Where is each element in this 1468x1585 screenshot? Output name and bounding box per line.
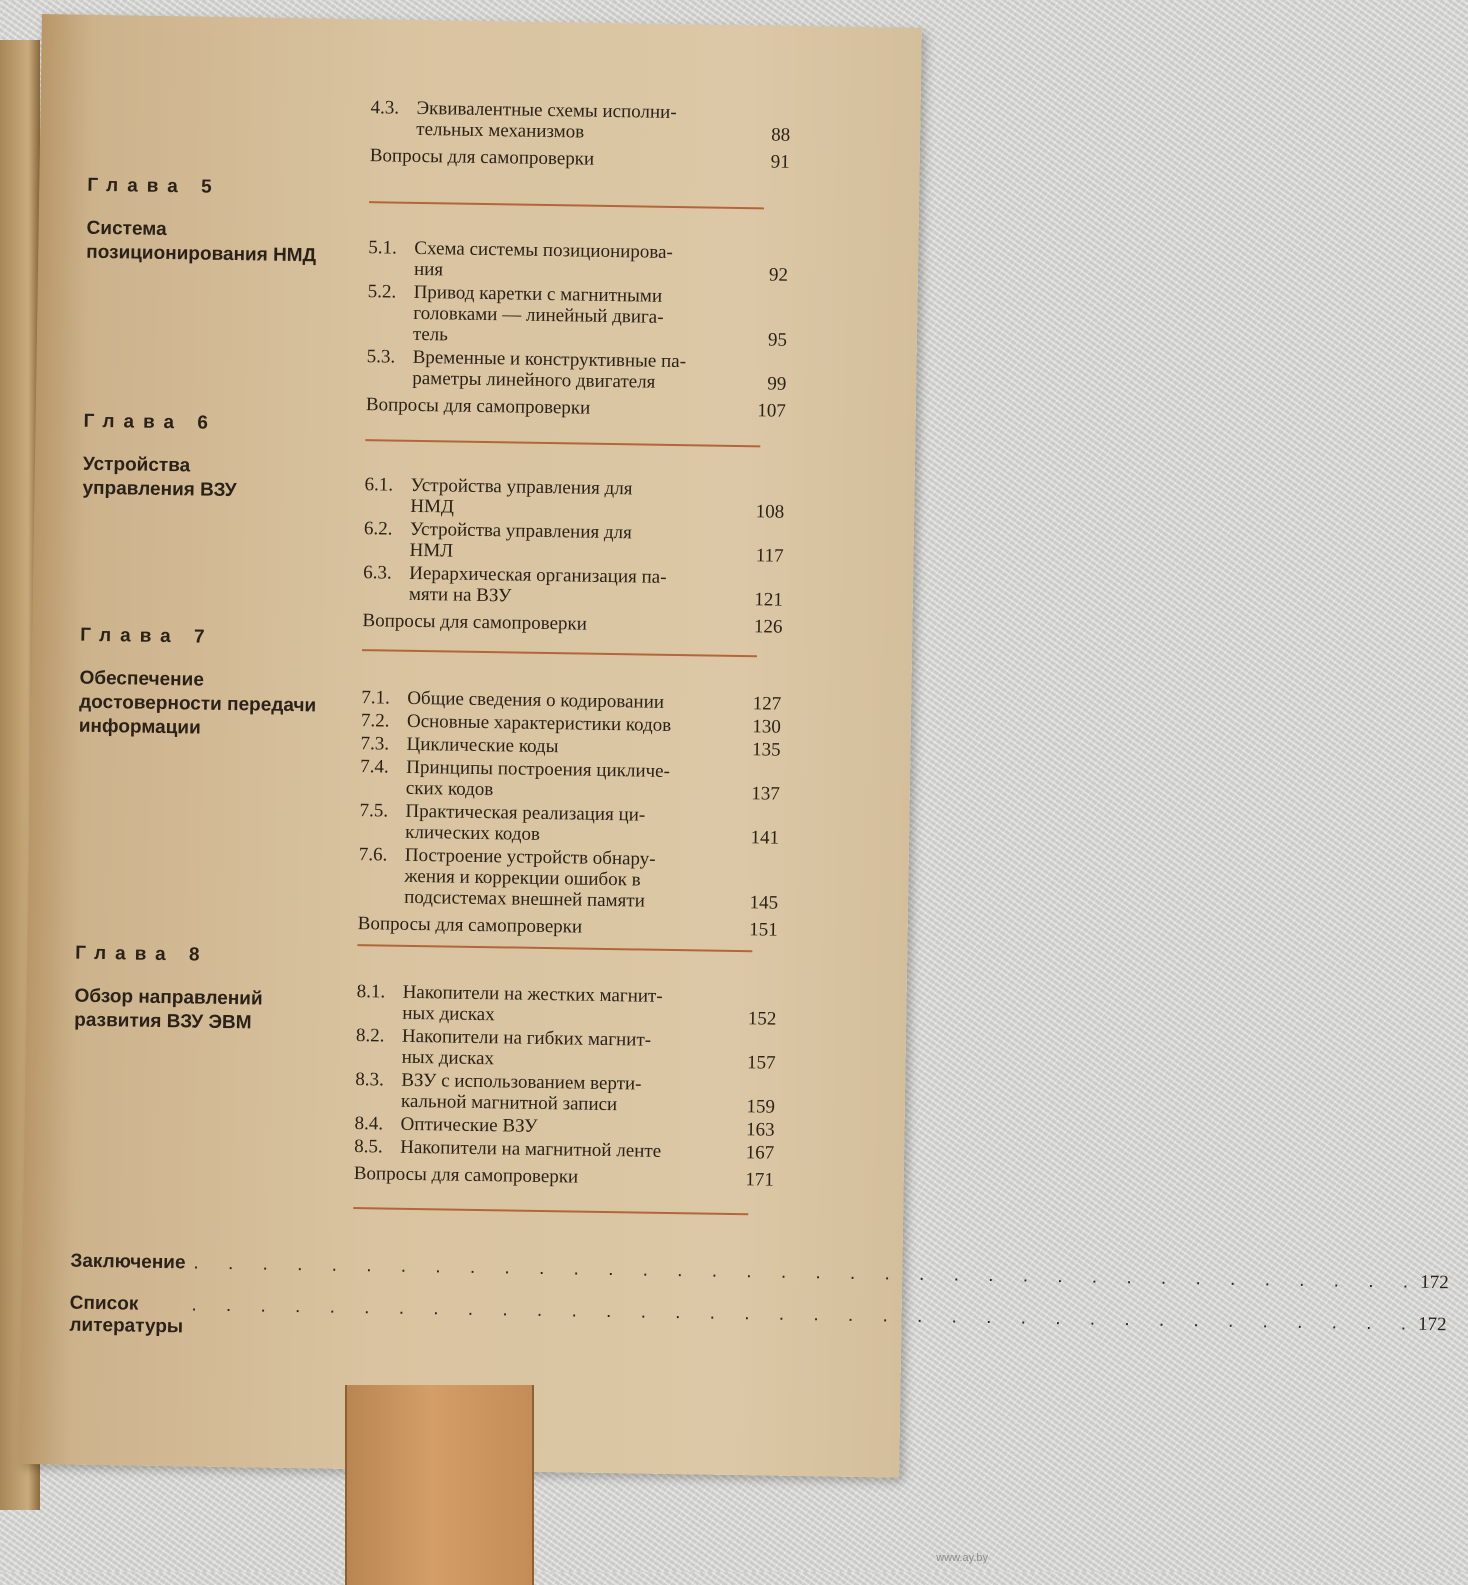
- section-divider: [353, 1207, 748, 1215]
- toc-item: 8.1. Накопители на жестких магнит- ных дисках 152: [356, 981, 777, 1030]
- toc-item: 8.2. Накопители на гибких магнит- ных дисках 157: [355, 1025, 776, 1074]
- toc-section-chapter-5: [366, 237, 789, 423]
- toc-section-chapter-7: [358, 687, 782, 942]
- toc-item: 7.4. Принципы построения цикличе- ских кодов 137: [360, 756, 781, 805]
- watermark: www.ay.by: [936, 1552, 988, 1564]
- toc-item: 5.1. Схема системы позиционирова- ния 92: [368, 237, 789, 286]
- leader-dots: . . . . . . . . . . . . . . . . . . . . . . . . . . . . . . . . . . . .: [193, 1252, 1421, 1293]
- chapter-title: Устройства управления ВЗУ: [82, 453, 237, 502]
- conclusion-label: Заключение: [70, 1250, 186, 1274]
- toc-section-chapter-8: [354, 981, 777, 1192]
- toc-item: 4.3. Эквивалентные схемы исполни- тельных механизмов 88: [370, 97, 791, 146]
- book-page: [19, 14, 1449, 1478]
- references-label: Список литературы: [69, 1292, 184, 1338]
- toc-item: 6.3. Иерархическая организация па- мяти на ВЗУ 121: [363, 562, 784, 611]
- conclusion-page: 172: [1419, 1271, 1449, 1294]
- chapter-label: Глава 7: [80, 624, 214, 648]
- toc-item: 8.4. Оптические ВЗУ 163: [354, 1113, 775, 1141]
- chapter-title: Обеспечение достоверности передачи информации: [78, 667, 317, 739]
- toc-questions: Вопросы для самопроверки 107: [365, 394, 787, 422]
- section-divider: [369, 201, 764, 209]
- conclusion-entry: [70, 1250, 1449, 1294]
- leader-dots: . . . . . . . . . . . . . . . . . . . . . . . . . . . . . . . . . . . .: [191, 1294, 1419, 1335]
- toc-item: 7.3. Циклические коды 135: [360, 733, 781, 761]
- chapter-title: Система позиционирования НМД: [86, 217, 317, 267]
- section-divider: [357, 944, 752, 952]
- section-divider: [365, 439, 760, 447]
- toc-questions: Вопросы для самопроверки 91: [369, 145, 790, 173]
- toc-item: 7.6. Построение устройств обнару- жения и коррекции ошибок в подсистемах внешней памяти 145: [358, 844, 779, 914]
- toc-item: 6.2. Устройства управления для НМЛ 117: [363, 518, 784, 567]
- references-entry: [69, 1292, 1447, 1348]
- toc-questions: Вопросы для самопроверки 126: [362, 610, 783, 638]
- section-divider: [362, 649, 757, 657]
- toc-item: 5.3. Временные и конструктивные па- раметры линейного двигателя 99: [366, 346, 787, 395]
- toc-section-top: [370, 97, 791, 174]
- toc-questions: Вопросы для самопроверки 171: [353, 1163, 774, 1191]
- references-page: 172: [1417, 1313, 1447, 1336]
- toc-section-chapter-6: [362, 474, 784, 639]
- toc-item: 7.2. Основные характеристики кодов 130: [360, 710, 782, 738]
- toc-item: 7.1. Общие сведения о кодировании 127: [361, 687, 782, 715]
- chapter-title: Обзор направлений развития ВЗУ ЭВМ: [74, 985, 263, 1034]
- chapter-label: Глава 8: [75, 942, 209, 966]
- chapter-6-heading: [82, 411, 373, 506]
- chapter-label: Глава 5: [87, 174, 221, 198]
- toc-questions: Вопросы для самопроверки 151: [357, 913, 778, 941]
- toc-item: 7.5. Практическая реализация ци- клических кодов 141: [359, 800, 780, 849]
- toc-item: 5.2. Привод каретки с магнитными головками — линейный двига- тель 95: [367, 281, 788, 351]
- chapter-8-heading: [74, 943, 365, 1038]
- chapter-label: Глава 6: [83, 410, 218, 434]
- toc-item: 6.1. Устройства управления для НМД 108: [364, 474, 785, 523]
- toc-item: 8.5. Накопители на магнитной ленте 167: [354, 1136, 775, 1164]
- chapter-7-heading: [79, 625, 371, 744]
- toc-item: 8.3. ВЗУ с использованием верти- кальной магнитной записи 159: [355, 1069, 776, 1118]
- chapter-5-heading: [86, 175, 377, 270]
- wooden-bookmark: [345, 1385, 534, 1585]
